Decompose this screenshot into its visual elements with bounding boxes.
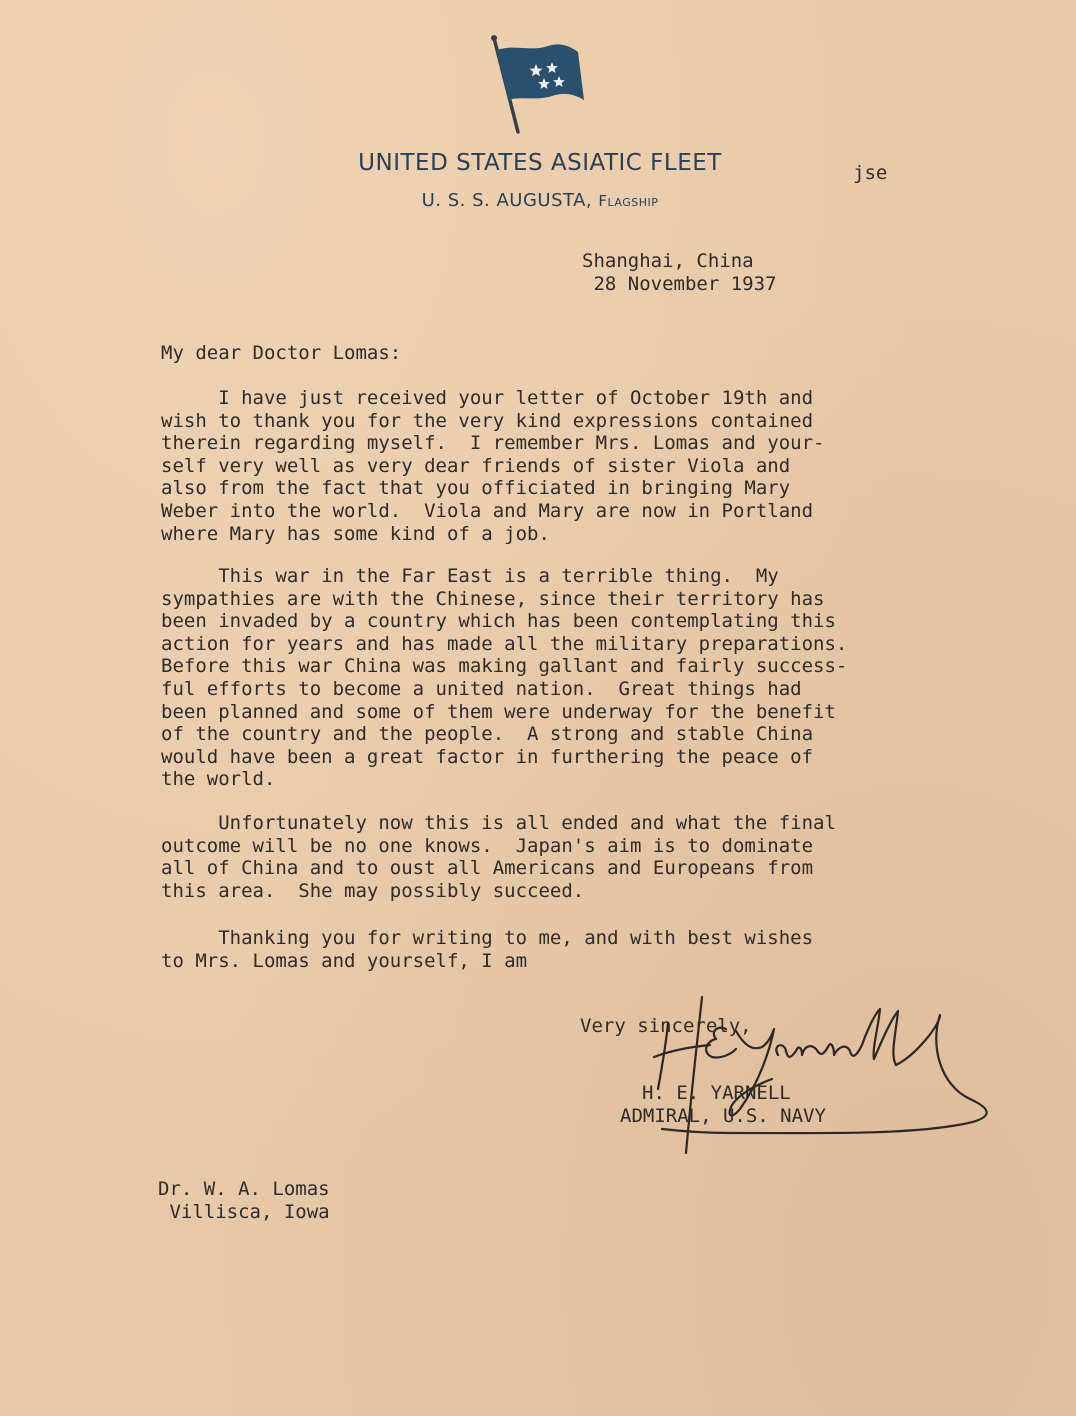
text-line: sympathies are with the Chinese, since their territory has <box>161 587 825 610</box>
paragraph-4 <box>161 927 813 972</box>
salutation: My dear Doctor Lomas: <box>161 342 402 364</box>
text-line: where Mary has some kind of a job. <box>161 522 550 545</box>
closing: Very sincerely, <box>580 1015 752 1037</box>
text-line: of the country and the people. A strong and stable China <box>161 723 814 746</box>
text-line: Thanking you for writing to me, and with best wishes <box>161 927 814 949</box>
text-line: this area. She may possibly succeed. <box>161 879 585 902</box>
text-line: Unfortunately now this is all ended and what the final <box>161 812 836 834</box>
text-line: Weber into the world. Viola and Mary are now in Portland <box>161 499 814 522</box>
letterhead-subtitle <box>0 190 1076 211</box>
letterhead-flagship: Flagship <box>598 192 659 210</box>
typist-initials: jse <box>853 162 888 184</box>
text-line: also from the fact that you officiated in bringing Mary <box>161 477 791 500</box>
handwritten-signature <box>640 985 1020 1160</box>
text-line: Before this war China was making gallant and fairly success- <box>161 655 848 678</box>
text-line: been invaded by a country which has been contemplating this <box>161 610 836 633</box>
signer-title: ADMIRAL, U.S. NAVY <box>620 1104 826 1127</box>
text-line: This war in the Far East is a terrible thing. My <box>161 565 779 587</box>
paragraph-3 <box>161 812 836 902</box>
recipient-location: Villisca, Iowa <box>158 1200 330 1223</box>
text-line: action for years and has made all the military preparations. <box>161 632 848 655</box>
text-line: outcome will be no one knows. Japan's aim is to dominate <box>161 834 814 857</box>
text-line: to Mrs. Lomas and yourself, I am <box>161 949 528 972</box>
place-and-date <box>582 250 776 295</box>
text-line: ful efforts to become a united nation. Great things had <box>161 677 802 700</box>
text-line: I have just received your letter of October 19th and <box>161 387 814 409</box>
paragraph-2 <box>161 565 847 791</box>
recipient-address <box>158 1178 330 1223</box>
place-city: Shanghai, China <box>582 250 754 272</box>
text-line: the world. <box>161 768 276 791</box>
text-line: all of China and to oust all Americans and Europeans from <box>161 857 814 880</box>
recipient-name: Dr. W. A. Lomas <box>158 1178 330 1200</box>
admiral-flag-icon <box>484 34 588 138</box>
text-line: self very well as very dear friends of sister Viola and <box>161 454 791 477</box>
letterhead-title: UNITED STATES ASIATIC FLEET <box>358 150 722 176</box>
letter-date: 28 November 1937 <box>582 272 777 295</box>
paragraph-1 <box>161 387 824 545</box>
text-line: been planned and some of them were underway for the benefit <box>161 700 836 723</box>
text-line: wish to thank you for the very kind expressions contained <box>161 409 814 432</box>
text-line: would have been a great factor in furthering the peace of <box>161 745 814 768</box>
signer-name: H. E. YARNELL <box>642 1082 791 1104</box>
letterhead-ship: U. S. S. AUGUSTA, <box>421 190 593 211</box>
text-line: therein regarding myself. I remember Mrs. Lomas and your- <box>161 432 825 455</box>
